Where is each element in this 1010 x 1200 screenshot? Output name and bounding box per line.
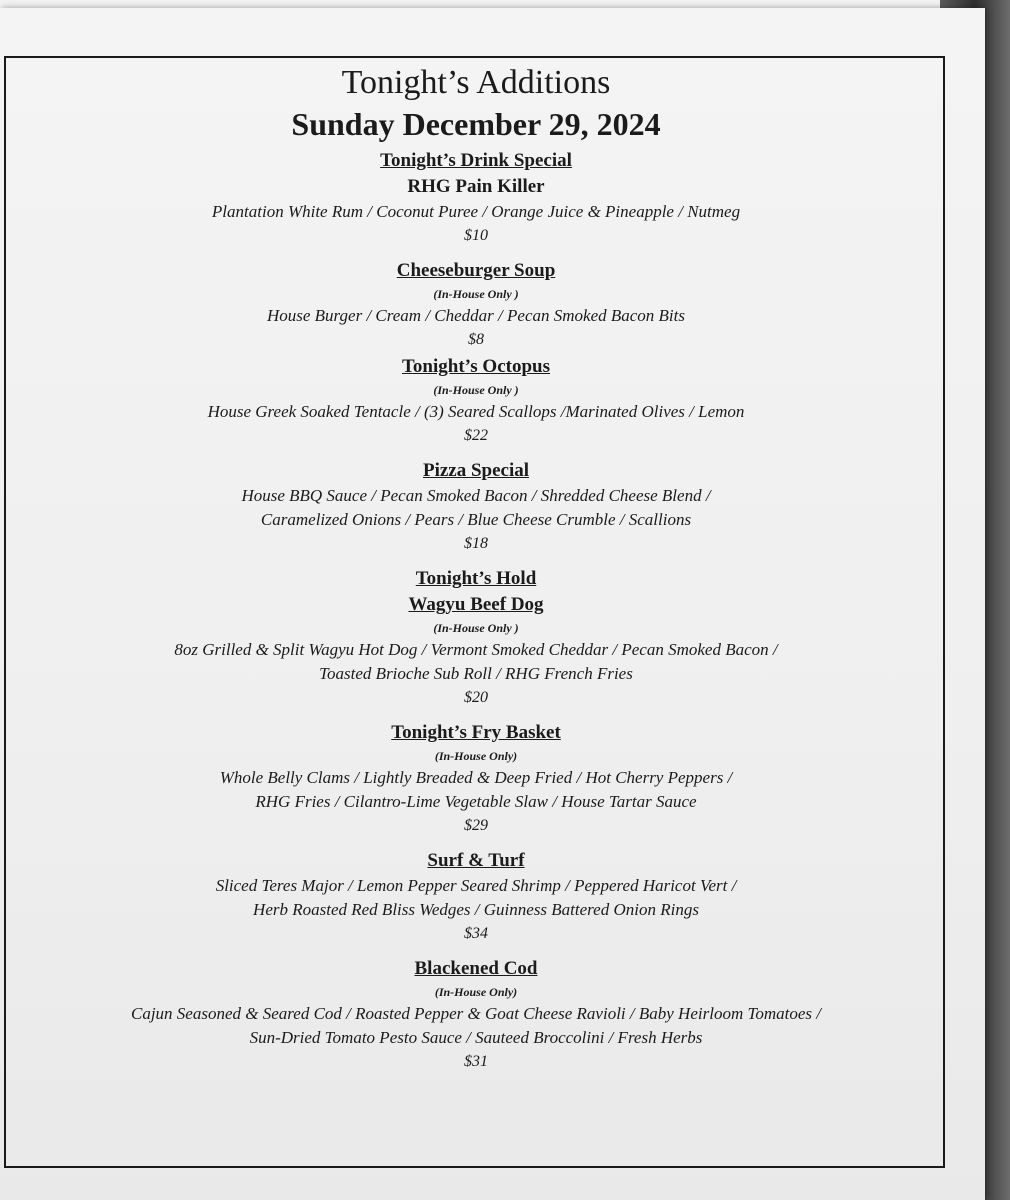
pizza-price: $18: [464, 535, 488, 552]
surf-turf-desc-line-2: Herb Roasted Red Bliss Wedges / Guinness Battered Onion Rings: [253, 900, 699, 919]
hold-name: Wagyu Beef Dog: [408, 594, 544, 615]
hold-heading: Tonight’s Hold: [415, 568, 537, 589]
fry-basket-note: (In-House Only): [434, 749, 518, 763]
pizza-desc-line-1: House BBQ Sauce / Pecan Smoked Bacon / Shredded Cheese Blend /: [241, 486, 711, 505]
fry-basket-name: Tonight’s Fry Basket: [391, 722, 561, 743]
menu-sheet: [0, 8, 985, 1200]
drink-price: $10: [464, 227, 488, 244]
soup-note: (In-House Only ): [433, 287, 519, 301]
cod-desc-line-1: Cajun Seasoned & Seared Cod / Roasted Pepper & Goat Cheese Ravioli / Baby Heirloom Tomatoes /: [131, 1004, 821, 1023]
soup-item: [0, 258, 952, 352]
drink-name: RHG Pain Killer: [407, 176, 545, 197]
fry-basket-price: $29: [464, 817, 488, 834]
octopus-price: $22: [464, 427, 488, 444]
drink-heading: Tonight’s Drink Special: [380, 150, 572, 171]
soup-name: Cheeseburger Soup: [396, 260, 556, 281]
fry-basket-item: [0, 720, 952, 838]
fry-basket-desc-line-1: Whole Belly Clams / Lightly Breaded & Deep Fried / Hot Cherry Peppers /: [219, 768, 733, 787]
cod-desc-line-2: Sun-Dried Tomato Pesto Sauce / Sauteed Broccolini / Fresh Herbs: [249, 1028, 703, 1047]
octopus-item: [0, 354, 952, 448]
soup-price: $8: [468, 331, 484, 348]
hold-desc-line-2: Toasted Brioche Sub Roll / RHG French Fries: [319, 664, 633, 683]
menu-content: [0, 62, 952, 1084]
hold-price: $20: [464, 689, 488, 706]
menu-date: Sunday December 29, 2024: [291, 106, 661, 142]
hold-item: [0, 566, 952, 710]
pizza-item: [0, 458, 952, 556]
cod-item: [0, 956, 952, 1074]
octopus-name: Tonight’s Octopus: [401, 356, 550, 377]
hold-note: (In-House Only ): [433, 621, 519, 635]
surf-turf-name: Surf & Turf: [427, 850, 525, 871]
surf-turf-desc-line-1: Sliced Teres Major / Lemon Pepper Seared Shrimp / Peppered Haricot Vert /: [215, 876, 737, 895]
octopus-desc: House Greek Soaked Tentacle / (3) Seared Scallops /Marinated Olives / Lemon: [207, 402, 745, 421]
octopus-note: (In-House Only ): [433, 383, 519, 397]
cod-note: (In-House Only): [434, 985, 518, 999]
drink-desc: Plantation White Rum / Coconut Puree / Orange Juice & Pineapple / Nutmeg: [211, 202, 741, 221]
hold-desc-line-1: 8oz Grilled & Split Wagyu Hot Dog / Vermont Smoked Cheddar / Pecan Smoked Bacon /: [174, 640, 778, 659]
soup-desc: House Burger / Cream / Cheddar / Pecan Smoked Bacon Bits: [266, 306, 685, 325]
menu-title: Tonight’s Additions: [341, 64, 611, 101]
fry-basket-desc-line-2: RHG Fries / Cilantro-Lime Vegetable Slaw / House Tartar Sauce: [255, 792, 697, 811]
drink-special: [0, 148, 952, 248]
pizza-desc-line-2: Caramelized Onions / Pears / Blue Cheese Crumble / Scallions: [260, 510, 692, 529]
cod-name: Blackened Cod: [414, 958, 538, 979]
cod-price: $31: [464, 1053, 488, 1070]
surf-turf-item: [0, 848, 952, 946]
surf-turf-price: $34: [464, 925, 488, 942]
pizza-name: Pizza Special: [422, 460, 530, 481]
